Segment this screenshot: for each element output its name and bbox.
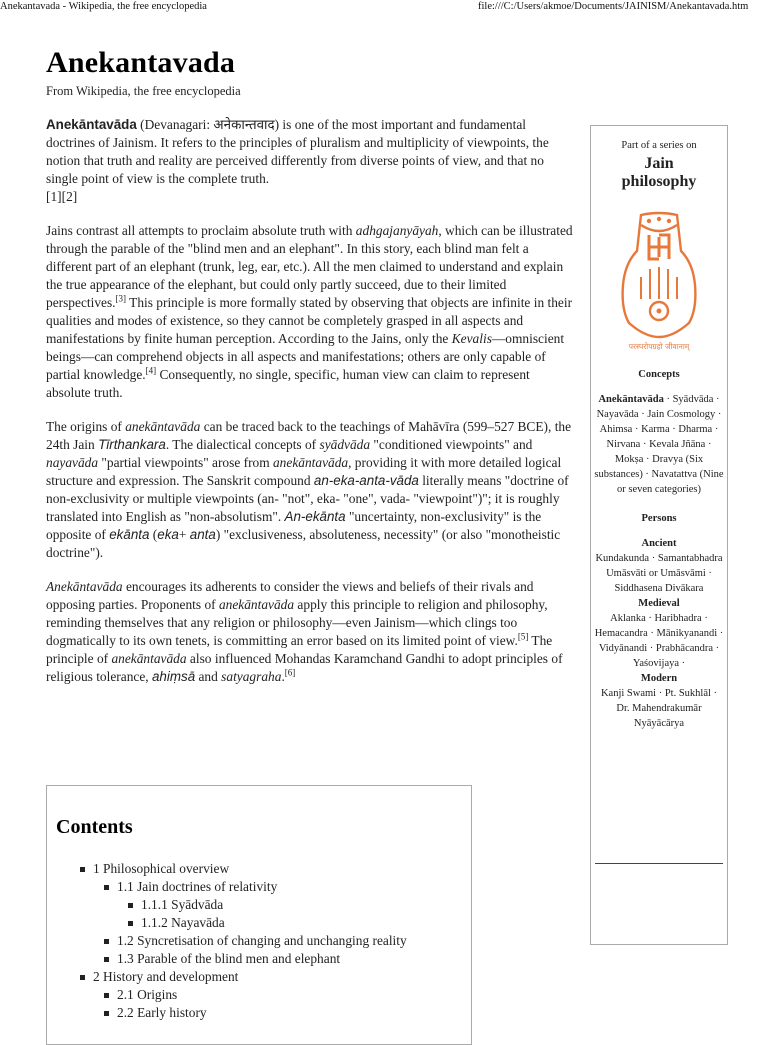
- print-header: [0, 0, 768, 14]
- print-header-path: file:///C:/Users/akmoe/Documents/JAINISM/Anekantavada.htm: [478, 1, 749, 12]
- term-anekantavada: Anekāntavāda: [46, 117, 137, 132]
- emblem-caption: परस्परोपग्रहो जीवानाम्: [628, 342, 690, 351]
- citation-link[interactable]: [4]: [145, 365, 157, 376]
- paragraph-blind-men: Jains contrast all attempts to proclaim absolute truth with adhgajanyāyah, which can be illustrated through the parable of the "blind men and an elephant". In this story, each blind man felt a different part of an elephant (trunk, leg, ear, etc.). All the men claimed to understand and explain the true appearance of the elephant, but could only partly succeed, due to their limited perspectives.[3] This principle is more formally stated by observing that objects are infinite in their qualities and modes of existence, so they cannot be completely grasped in all aspects and manifestations by finite human perception. According to the Jains, only the Kevalis—omniscient beings—can comprehend objects in all aspects and manifestations; others are only capable of partial knowledge.[4] Consequently, no single, specific, human view can claim to represent absolute truth.: [46, 223, 573, 400]
- toc-item[interactable]: 1.2 Syncretisation of changing and unchanging reality: [103, 932, 407, 950]
- toc-item[interactable]: 2.2 Early history: [103, 1004, 407, 1022]
- toc-item-group: [79, 878, 407, 968]
- toc-item[interactable]: 1.3 Parable of the blind men and elephant: [103, 950, 407, 968]
- toc-list: [79, 860, 407, 1022]
- infobox-ancient-list[interactable]: Kundakunda · Samantabhadra Umāsvāti or Umāsvāmi · Siddhasena Divākara: [595, 553, 723, 594]
- infobox-subheading-medieval: Medieval: [638, 598, 680, 609]
- infobox-medieval-list[interactable]: Aklanka · Haribhadra · Hemacandra · Mānikyanandi · Vidyānandi · Prabhācandra · Yaśovijaya ·: [594, 613, 724, 669]
- article-body: [46, 116, 574, 702]
- jain-emblem-icon[interactable]: [611, 207, 707, 353]
- toc-title: Contents: [56, 816, 133, 838]
- paragraph-tolerance: Anekāntavāda encourages its adherents to consider the views and beliefs of their rivals and opposing parties. Proponents of anekāntavāda apply this principle to religion and philosophy, reminding themselves that any religion or philosophy—even Jainism—which clings too dogmatically to its own tenets, is committing an error based on its limited point of view.[5] The principle of anekāntavāda also influenced Mohandas Karamchand Gandhi to adopt principles of religious tolerance, ahiṃsā and satyagraha.[6]: [46, 579, 563, 684]
- citation-link[interactable]: [5]: [517, 631, 529, 642]
- print-header-title: Anekantavada - Wikipedia, the free encyclopedia: [0, 1, 207, 12]
- citation-link[interactable]: [3]: [115, 293, 127, 304]
- toc-item[interactable]: 2.1 Origins: [103, 986, 407, 1004]
- infobox-jain-philosophy: [590, 125, 728, 945]
- citation-link[interactable]: [1][2]: [46, 189, 78, 204]
- toc-item[interactable]: 2 History and development: [79, 968, 407, 986]
- infobox-series-label: Part of a series on: [621, 140, 697, 151]
- toc-item[interactable]: 1.1.1 Syādvāda: [127, 896, 407, 914]
- infobox-subheading-ancient: Ancient: [641, 538, 677, 549]
- paragraph-intro: Anekāntavāda (Devanagari: अनेकान्तवाद) is one of the most important and fundamental doctrines of Jainism. It refers to the principles of pluralism and multiplicity of viewpoints, the notion that truth and reality are perceived differently from diverse points of view, and that no single point of view is the complete truth. [1][2]: [46, 117, 549, 204]
- paragraph-origins: The origins of anekāntavāda can be traced back to the teachings of Mahāvīra (599–527 BCE), the 24th Jain Tīrthankara. The dialectical concepts of syādvāda "conditioned viewpoints" and nayavāda "partial viewpoints" arose from anekāntavāda, providing it with more detailed logical structure and expression. The Sanskrit compound an-eka-anta-vāda literally means "doctrine of non-exclusivity or multiple viewpoints (an- "not", eka- "one", vada- "viewpoint")"; it is roughly translated into English as "non-absolutism". An-ekānta "uncertainty, non-exclusivity" is the opposite of ekānta (eka+ anta) "exclusiveness, absoluteness, necessity" (or also "monotheistic doctrine").: [46, 419, 572, 560]
- infobox-heading-persons: Persons: [641, 513, 677, 524]
- infobox-divider: [595, 863, 723, 864]
- citation-link[interactable]: [6]: [284, 667, 296, 678]
- toc-item-group: [79, 986, 407, 1022]
- toc-item[interactable]: 1 Philosophical overview: [79, 860, 407, 878]
- table-of-contents: [46, 785, 472, 1045]
- toc-item-group: [103, 896, 407, 932]
- toc-item[interactable]: 1.1 Jain doctrines of relativity: [103, 878, 407, 896]
- devanagari-text: अनेकान्तवाद: [213, 117, 275, 132]
- page-subtitle: From Wikipedia, the free encyclopedia: [46, 84, 241, 98]
- infobox-heading-concepts: Concepts: [638, 369, 680, 380]
- infobox-concepts-list: Anekāntavāda · Syādvāda · Nayavāda · Jain Cosmology · Ahimsa · Karma · Dharma · Nirvana · Kevala Jñāna · Mokṣa · Dravya (Six substances) · Navatattva (Nine or seven categories): [594, 394, 724, 495]
- page-title: Anekantavada: [46, 46, 236, 79]
- infobox-subheading-modern: Modern: [640, 673, 678, 684]
- toc-item[interactable]: 1.1.2 Nayavāda: [127, 914, 407, 932]
- infobox-title[interactable]: Jain philosophy: [621, 155, 697, 190]
- infobox-modern-list[interactable]: Kanji Swami · Pt. Sukhlāl · Dr. Mahendrakumār Nyāyācārya: [600, 688, 718, 729]
